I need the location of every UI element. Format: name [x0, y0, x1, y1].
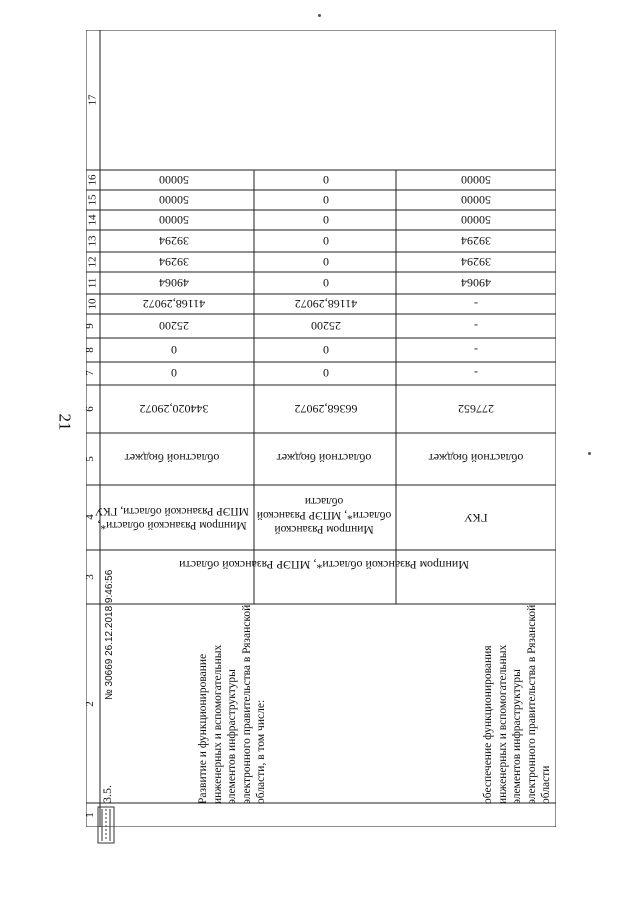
column-header-14: 14 [86, 214, 99, 226]
column-header-8: 8 [83, 347, 96, 353]
row-main-value: 0 [171, 366, 177, 380]
row-sub1-value: 0 [323, 276, 329, 290]
row-sub2-participants: ГКУ [464, 511, 488, 526]
row-sub2-value: - [474, 366, 478, 380]
row-sub1-value: 0 [323, 366, 329, 380]
row-sub1-value: 0 [323, 343, 329, 357]
column-header-16: 16 [86, 174, 99, 186]
registration-stamp: № 30669 26.12.2018 9:46:56 [104, 569, 115, 700]
row-main-executor: Минпром Рязанской области*, МПЭР Рязанской области [179, 558, 469, 573]
row-sub2-value: 39294 [461, 234, 491, 248]
column-header-6: 6 [83, 406, 96, 412]
row-main-name: Развитие и функционирование инженерных и вспомогательных элементов инфраструктуры электронного правительства в Рязанской области, в том числе: [197, 604, 267, 804]
row-main-value: 50000 [159, 193, 189, 207]
row-sub1-value: 41168,29072 [294, 297, 358, 311]
row-sub1-value: 0 [323, 213, 329, 227]
row-sub1-value: 0 [323, 173, 329, 187]
row-sub2-value: 50000 [461, 213, 491, 227]
scan-speck [588, 452, 591, 455]
row-sub2-source: областной бюджет [428, 451, 524, 466]
row-main-value: 344020,29072 [139, 402, 209, 416]
row-sub2-value: 50000 [461, 173, 491, 187]
row-sub1-participants: Минпром Рязанской области*, МПЭР Рязанской области [256, 495, 392, 535]
column-header-15: 15 [86, 194, 99, 206]
row-sub1-value: 0 [323, 255, 329, 269]
column-header-12: 12 [86, 256, 99, 268]
column-header-13: 13 [86, 235, 99, 247]
row-sub1-value: 0 [323, 234, 329, 248]
row-main-value: 50000 [159, 173, 189, 187]
column-header-10: 10 [86, 298, 99, 310]
column-header-1: 1 [83, 812, 96, 818]
row-sub2-value: 277652 [458, 402, 494, 416]
column-header-11: 11 [86, 277, 99, 289]
row-sub2-name: обеспечение функционирования инженерных и вспомогательных элементов инфраструктуры электронного правительства в Рязанской области [482, 604, 552, 804]
row-main-source: областной бюджет [124, 451, 220, 466]
row-main-value: 50000 [159, 213, 189, 227]
column-header-2: 2 [83, 701, 96, 707]
row-sub1-value: 25200 [311, 319, 341, 333]
logo-icon [96, 805, 116, 845]
column-header-5: 5 [83, 456, 96, 462]
row-sub2-value: 39294 [461, 255, 491, 269]
row-main-participants: Минпром Рязанской области*, МПЭР Рязанской области, ГКУ [95, 505, 249, 531]
row-sub2-value: - [474, 297, 478, 311]
row-sub2-value: 49064 [461, 276, 491, 290]
row-main-value: 49064 [159, 276, 189, 290]
row-main-value: 25200 [159, 319, 189, 333]
row-main-value: 39294 [159, 234, 189, 248]
column-header-9: 9 [83, 323, 96, 329]
row-main-value: 41168,29072 [142, 297, 206, 311]
row-main-value: 39294 [159, 255, 189, 269]
column-header-4: 4 [83, 514, 96, 520]
page-number: 21 [55, 413, 75, 431]
column-header-3: 3 [83, 574, 96, 580]
program-table [83, 30, 556, 827]
row-sub2-value: - [474, 319, 478, 333]
column-header-17: 17 [86, 94, 99, 106]
row-main-value: 0 [171, 343, 177, 357]
row-sub2-value: - [474, 343, 478, 357]
row-number: 3.5. [100, 785, 114, 803]
row-sub2-value: 50000 [461, 193, 491, 207]
row-sub1-value: 66368,29072 [294, 402, 358, 416]
column-header-7: 7 [83, 370, 96, 376]
scan-speck [318, 14, 321, 17]
row-sub1-value: 0 [323, 193, 329, 207]
row-sub1-source: областной бюджет [276, 451, 372, 466]
